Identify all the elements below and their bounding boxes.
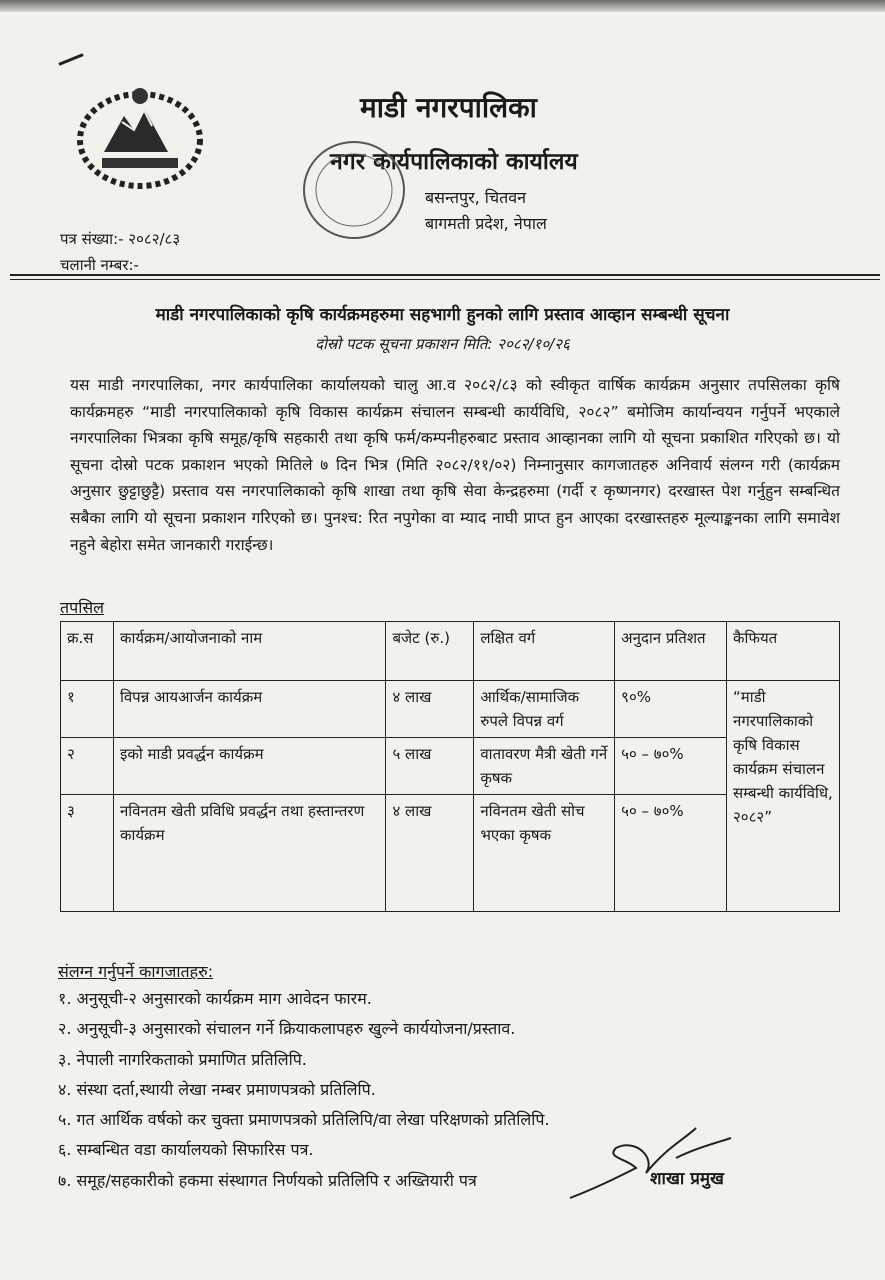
office-province: बागमती प्रदेश, नेपाल [425, 214, 547, 233]
table-header-row [61, 622, 840, 681]
notice-subtitle: दोस्रो पटक सूचना प्रकाशन मिति: २०८२/१०/२६ [315, 335, 570, 353]
header-subsidy: अनुदान प्रतिशत [615, 622, 727, 681]
cell-target: नविनतम खेती सोच भएका कृषक [474, 795, 615, 912]
cell-name: विपन्न आयआर्जन कार्यक्रम [113, 681, 386, 738]
table-label: तपसिल [60, 598, 105, 617]
pen-mark [58, 53, 83, 66]
table-row [61, 795, 840, 912]
table-row [61, 681, 840, 738]
office-location: बसन्तपुर, चितवन [425, 188, 527, 207]
header-name: कार्यक्रम/आयोजनाको नाम [113, 622, 386, 681]
signature-icon [566, 1118, 736, 1208]
list-item: २. अनुसूची-३ अनुसारको संचालन गर्ने क्रियाकलापहरु खुल्ने कार्ययोजना/प्रस्ताव. [58, 1019, 516, 1039]
list-item: ७. समूह/सहकारीको हकमा संस्थागत निर्णयको प्रतिलिपि र अख्तियारी पत्र [58, 1170, 477, 1190]
cell-budget: ४ लाख [386, 681, 474, 738]
header-budget: बजेट (रु.) [386, 622, 474, 681]
notice-body: यस माडी नगरपालिका, नगर कार्यपालिका कार्यालयको चालु आ.व २०८२/८३ को स्वीकृत वार्षिक कार्यक्रम अनुसार तपसिलका कृषि कार्यक्रमहरु “माडी नगरपालिकाको कृषि विकास कार्यक्रम संचालन सम्बन्धी कार्यविधि, २०८२” बमोजिम कार्यान्वयन गर्नुपर्ने भएकाले नगरपालिका भित्रका कृषि समूह/कृषि सहकारी तथा कृषि फर्म/कम्पनीहरुबाट प्रस्ताव आव्हानका लागि यो सूचना प्रकाशित गरिएको छ। यो सूचना दोस्रो पटक प्रकाशन भएको मितिले ७ दिन भित्र (मिति २०८२/११/०२) निम्नानुसार कागजातहरु अनिवार्य संलग्न गरी (कार्यक्रम अनुसार छुट्टाछुट्टै) प्रस्ताव यस नगरपालिकाको कृषि शाखा तथा कृषि सेवा केन्द्रहरुमा (गर्दी र कृष्णनगर) दरखास्त पेश गर्नुहुन सम्बन्धित सबैका लागि यो सूचना प्रकाशन गरिएको छ। पुनश्च: रित नपुगेका वा म्याद नाघी प्राप्त हुन आएका दरखास्तहरु मूल्याङ्कनका लागि समावेश नहुने बेहोरा समेत जानकारी गराईन्छ। [70, 376, 840, 554]
nepal-emblem-icon [72, 82, 208, 192]
list-item: ६. सम्बन्धित वडा कार्यालयको सिफारिस पत्र. [58, 1140, 314, 1160]
letter-number: पत्र संख्या:- २०८२/८३ [60, 230, 181, 248]
table-row [61, 738, 840, 795]
program-table [60, 621, 840, 912]
dispatch-number: चलानी नम्बर:- [60, 256, 139, 274]
list-item: ३. नेपाली नागरिकताको प्रमाणित प्रतिलिपि. [58, 1049, 307, 1069]
cell-target: आर्थिक/सामाजिक रुपले विपन्न वर्ग [474, 681, 615, 738]
cell-sn: ३ [61, 795, 114, 912]
cell-sn: २ [61, 738, 114, 795]
header-target: लक्षित वर्ग [474, 622, 615, 681]
office-name: नगर कार्यपालिकाको कार्यालय [330, 149, 578, 175]
header-divider [10, 274, 880, 276]
office-stamp-icon [296, 128, 416, 248]
signer-title: शाखा प्रमुख [650, 1169, 724, 1189]
attachments-list [58, 984, 550, 1196]
cell-sn: १ [61, 681, 114, 738]
attachments-title: संलग्न गर्नुपर्ने कागजातहरु: [58, 962, 214, 981]
cell-subsidy: ५० – ७०% [615, 738, 727, 795]
header-divider-thin [10, 279, 880, 280]
cell-budget: ४ लाख [386, 795, 474, 912]
list-item: ४. संस्था दर्ता,स्थायी लेखा नम्बर प्रमाणपत्रको प्रतिलिपि. [58, 1079, 376, 1099]
list-item: ५. गत आर्थिक वर्षको कर चुक्ता प्रमाणपत्रको प्रतिलिपि/वा लेखा परिक्षणको प्रतिलिपि. [58, 1110, 550, 1130]
cell-remarks: “माडी नगरपालिकाको कृषि विकास कार्यक्रम संचालन सम्बन्धी कार्यविधि, २०८२” [727, 681, 840, 912]
notice-title: माडी नगरपालिकाको कृषि कार्यक्रमहरुमा सहभागी हुनको लागि प्रस्ताव आव्हान सम्बन्धी सूचना [155, 305, 730, 325]
reference-block [60, 226, 180, 278]
page-top-shadow [0, 0, 885, 12]
cell-subsidy: ९०% [615, 681, 727, 738]
cell-subsidy: ५० – ७०% [615, 795, 727, 912]
cell-target: वातावरण मैत्री खेती गर्ने कृषक [474, 738, 615, 795]
cell-name: इको माडी प्रवर्द्धन कार्यक्रम [113, 738, 386, 795]
municipality-name: माडी नगरपालिका [360, 91, 537, 124]
cell-budget: ५ लाख [386, 738, 474, 795]
list-item: १. अनुसूची-२ अनुसारको कार्यक्रम माग आवेदन फारम. [58, 989, 372, 1008]
cell-name: नविनतम खेती प्रविधि प्रवर्द्धन तथा हस्तान्तरण कार्यक्रम [113, 795, 386, 912]
header-remarks: कैफियत [727, 622, 840, 681]
header-sn: क्र.स [61, 622, 114, 681]
